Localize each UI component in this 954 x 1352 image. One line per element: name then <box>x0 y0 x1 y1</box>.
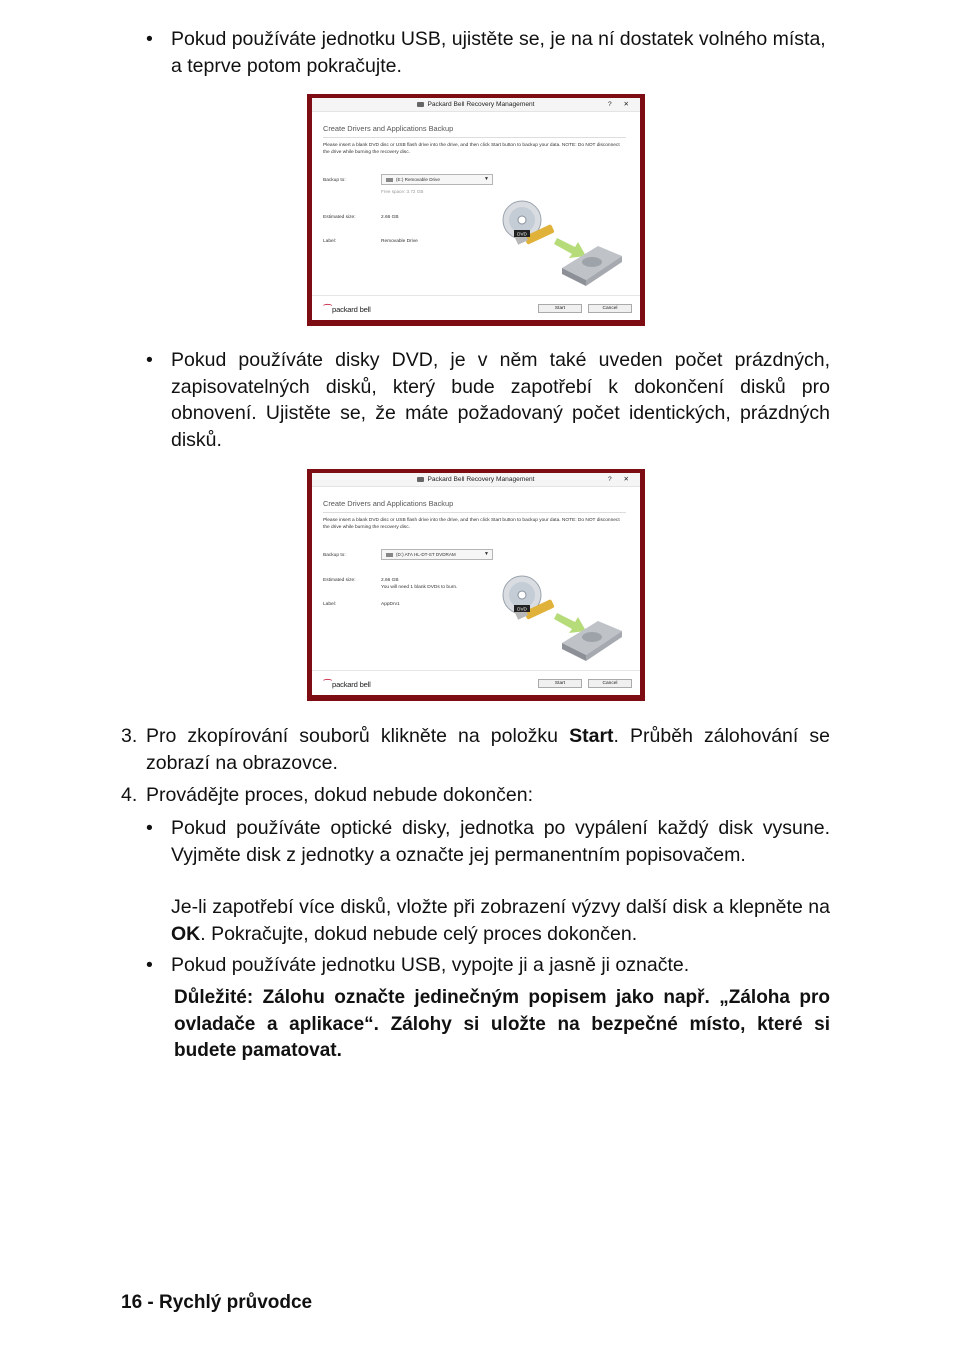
discs-needed: You will need 1 blank DVDs to burn. <box>381 585 458 590</box>
backup-to-label: Backup to: <box>323 553 346 558</box>
dialog-heading: Create Drivers and Applications Backup <box>323 124 454 133</box>
label-label: Label: <box>323 239 337 244</box>
bullet-optical-eject: Pokud používáte optické disky, jednotka po vypálení každý disk vysune. Vyjměte disk z jednotky a označte jej permanentním popisovačem. <box>171 817 830 866</box>
estimated-size-label: Estimated size: <box>323 578 356 583</box>
recovery-window <box>312 98 640 320</box>
packard-bell-logo: ⁀packard bell <box>324 679 371 689</box>
step-4-number: 4. <box>121 784 138 806</box>
backup-drive-select[interactable] <box>381 549 493 560</box>
bullet-optical-more-discs: Je-li zapotřebí více disků, vložte při zobrazení výzvy další disk a klepněte na OK. Pokračujte, dokud nebude celý proces dokončen. <box>171 896 830 945</box>
window-titlebar <box>312 98 640 112</box>
bullet-symbol: • <box>146 349 153 371</box>
backup-illustration <box>502 573 622 663</box>
backup-to-label: Backup to: <box>323 178 346 183</box>
window-title: Packard Bell Recovery Management <box>427 101 535 108</box>
drive-icon <box>386 553 393 557</box>
backup-drive-value: (E:) Removable Drive <box>396 177 440 182</box>
step-4-text: Provádějte proces, dokud nebude dokončen: <box>146 784 534 806</box>
chevron-down-icon: ▼ <box>484 176 489 182</box>
divider <box>323 137 626 138</box>
arrow-icon <box>554 238 586 258</box>
dialog-heading: Create Drivers and Applications Backup <box>323 499 454 508</box>
window-title: Packard Bell Recovery Management <box>427 476 535 483</box>
cancel-button[interactable]: Cancel <box>588 304 632 313</box>
label-value: AppDrv1 <box>381 602 400 607</box>
window-titlebar <box>312 473 640 487</box>
packard-bell-logo: ⁀packard bell <box>324 304 371 314</box>
bullet-dvd-count: Pokud používáte disky DVD, je v něm také uveden počet prázdných, zapisovatelných disků, který bude zapotřebí k dokončení disků pro obnovení. Ujistěte se, že máte požadovaný počet identických, prázdných disků. <box>171 349 830 451</box>
bullet-symbol: • <box>146 954 153 976</box>
instructions: Please insert a blank DVD disc or USB flash drive into the drive, and then click Start button to backup your data. NOTE: Do NOT disconnect the drive while burning the recovery disc. <box>323 143 620 155</box>
step-3-number: 3. <box>121 725 138 747</box>
page-footer: 16 - Rychlý průvodce <box>121 1292 313 1313</box>
bullet-symbol: • <box>146 817 153 839</box>
window-controls[interactable]: ? ✕ <box>607 101 634 108</box>
chevron-down-icon: ▼ <box>484 551 489 557</box>
backup-illustration <box>502 198 622 288</box>
bullet-symbol: • <box>146 28 153 50</box>
start-button[interactable]: Start <box>538 304 582 313</box>
dvd-badge: DVD <box>517 231 527 237</box>
ok-emphasis: OK <box>171 922 201 945</box>
drive-icon <box>386 178 393 182</box>
backup-drive-value: (D:) ATA HL-DT-ST DVDRAM <box>396 552 456 557</box>
app-icon <box>417 477 424 482</box>
arrow-icon <box>554 613 586 633</box>
bullet-usb-unplug: Pokud používáte jednotku USB, vypojte ji a jasně ji označte. <box>171 954 690 976</box>
window-controls[interactable]: ? ✕ <box>607 476 634 483</box>
important-note: Důležité: Zálohu označte jedinečným popisem jako např. „Záloha pro ovladače a aplikace“. Zálohy si uložte na bezpečné místo, které si budete pamatovat. <box>174 987 830 1061</box>
screenshot-usb-backup <box>307 94 645 326</box>
start-button[interactable]: Start <box>538 679 582 688</box>
recovery-window <box>312 473 640 695</box>
footer-divider <box>312 670 640 671</box>
backup-drive-select[interactable] <box>381 174 493 185</box>
estimated-size-value: 2.66 GB <box>381 215 399 220</box>
step-3-text: Pro zkopírování souborů klikněte na položku Start. Průběh zálohování se zobrazí na obrazovce. <box>146 725 830 774</box>
footer-divider <box>312 295 640 296</box>
app-icon <box>417 102 424 107</box>
estimated-size-label: Estimated size: <box>323 215 356 220</box>
start-emphasis: Start <box>569 725 614 747</box>
bullet-usb-space: Pokud používáte jednotku USB, ujistěte se, je na ní dostatek volného místa, a teprve potom pokračujte. <box>171 28 826 77</box>
label-value: Removable Drive <box>381 239 418 244</box>
divider <box>323 512 626 513</box>
screenshot-dvd-backup <box>307 469 645 701</box>
instructions: Please insert a blank DVD disc or USB flash drive into the drive, and then click Start button to backup your data. NOTE: Do NOT disconnect the drive while burning the recovery disc. <box>323 518 620 530</box>
label-label: Label: <box>323 602 337 607</box>
dvd-badge: DVD <box>517 606 527 612</box>
cancel-button[interactable]: Cancel <box>588 679 632 688</box>
estimated-size-value: 2.66 GB <box>381 578 399 583</box>
free-space: Free space: 3.72 GB <box>381 189 424 194</box>
